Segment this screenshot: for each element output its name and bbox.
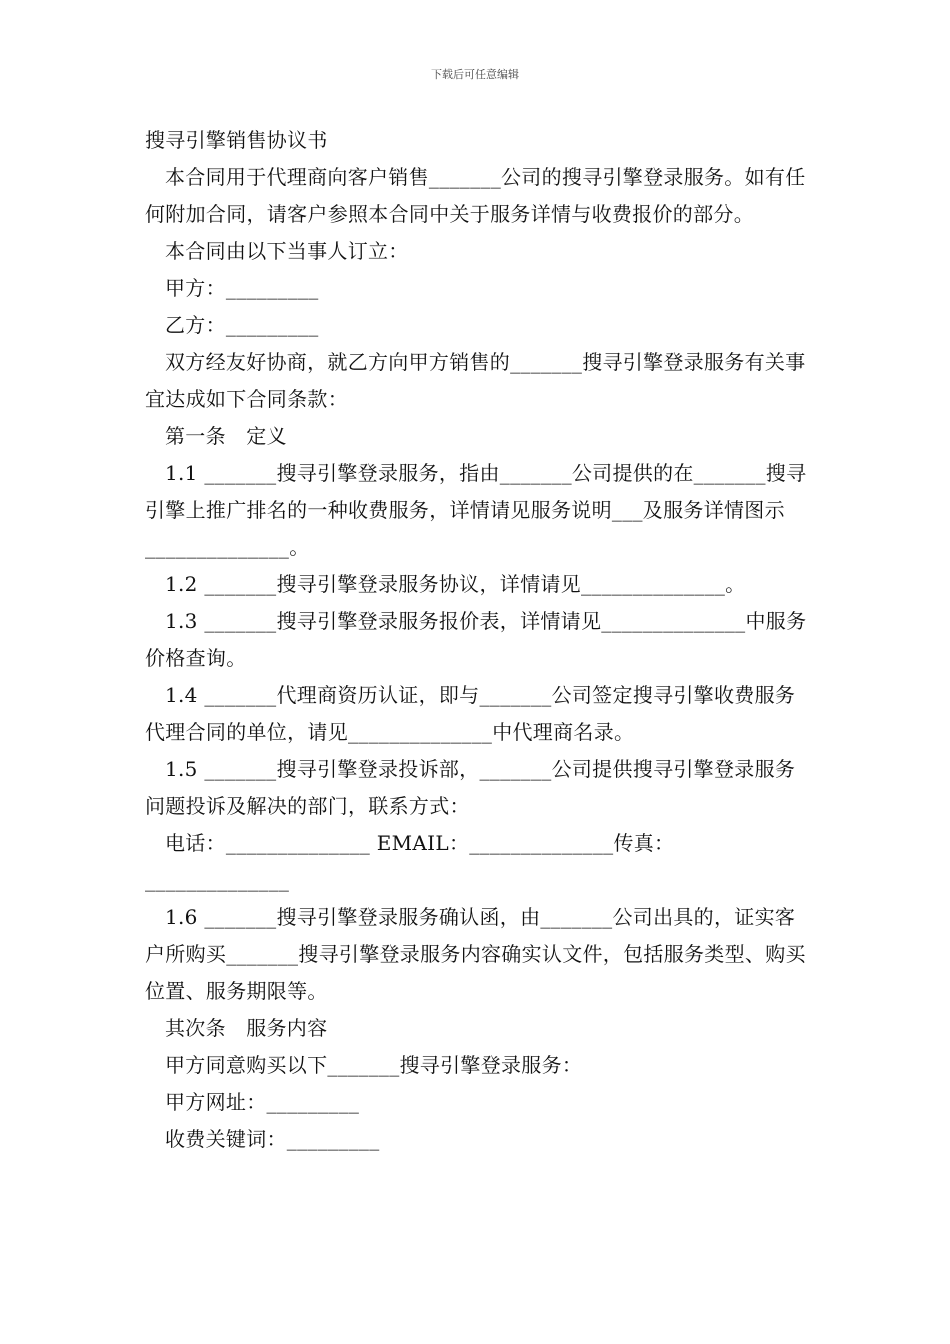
clause-1-2: 1.2 _______搜寻引擎登录服务协议，详情请见______________。 — [165, 572, 746, 596]
document-title: 搜寻引擎销售协议书 — [145, 128, 328, 152]
paragraph-purchase: 甲方同意购买以下_______搜寻引擎登录服务： — [165, 1053, 583, 1077]
page-header: 下载后可任意编辑 — [431, 68, 519, 81]
clause-1-1: 1.1 _______搜寻引擎登录服务，指由_______公司提供的在_______搜寻引擎上推广排名的一种收费服务，详情请见服务说明___及服务详情图示______________。 — [145, 461, 807, 559]
party-a: 甲方：_________ — [165, 276, 319, 300]
clause-1-5: 1.5 _______搜寻引擎登录投诉部，_______公司提供搜寻引擎登录服务问题投诉及解决的部门，联系方式： — [145, 757, 796, 818]
party-b: 乙方：_________ — [165, 313, 319, 337]
article-2-heading: 其次条 服务内容 — [165, 1016, 328, 1040]
party-a-website: 甲方网址：_________ — [165, 1090, 360, 1114]
contact-line: 电话：______________ EMAIL：______________传真：______________ — [145, 831, 675, 892]
paragraph-agreement: 双方经友好协商，就乙方向甲方销售的_______搜寻引擎登录服务有关事宜达成如下合同条款： — [145, 350, 806, 411]
paid-keywords: 收费关键词：_________ — [165, 1127, 380, 1151]
paragraph-parties: 本合同由以下当事人订立： — [165, 239, 409, 263]
clause-1-3: 1.3 _______搜寻引擎登录服务报价表，详情请见______________中服务价格查询。 — [145, 609, 807, 670]
clause-1-4: 1.4 _______代理商资历认证，即与_______公司签定搜寻引擎收费服务代理合同的单位，请见______________中代理商名录。 — [145, 683, 796, 744]
article-1-heading: 第一条 定义 — [165, 424, 287, 448]
clause-1-6: 1.6 _______搜寻引擎登录服务确认函，由_______公司出具的，证实客户所购买_______搜寻引擎登录服务内容确实认文件，包括服务类型、购买位置、服务期限等。 — [145, 905, 806, 1003]
document-body — [145, 122, 810, 1158]
paragraph-intro: 本合同用于代理商向客户销售_______公司的搜寻引擎登录服务。如有任何附加合同，请客户参照本合同中关于服务详情与收费报价的部分。 — [145, 165, 806, 226]
